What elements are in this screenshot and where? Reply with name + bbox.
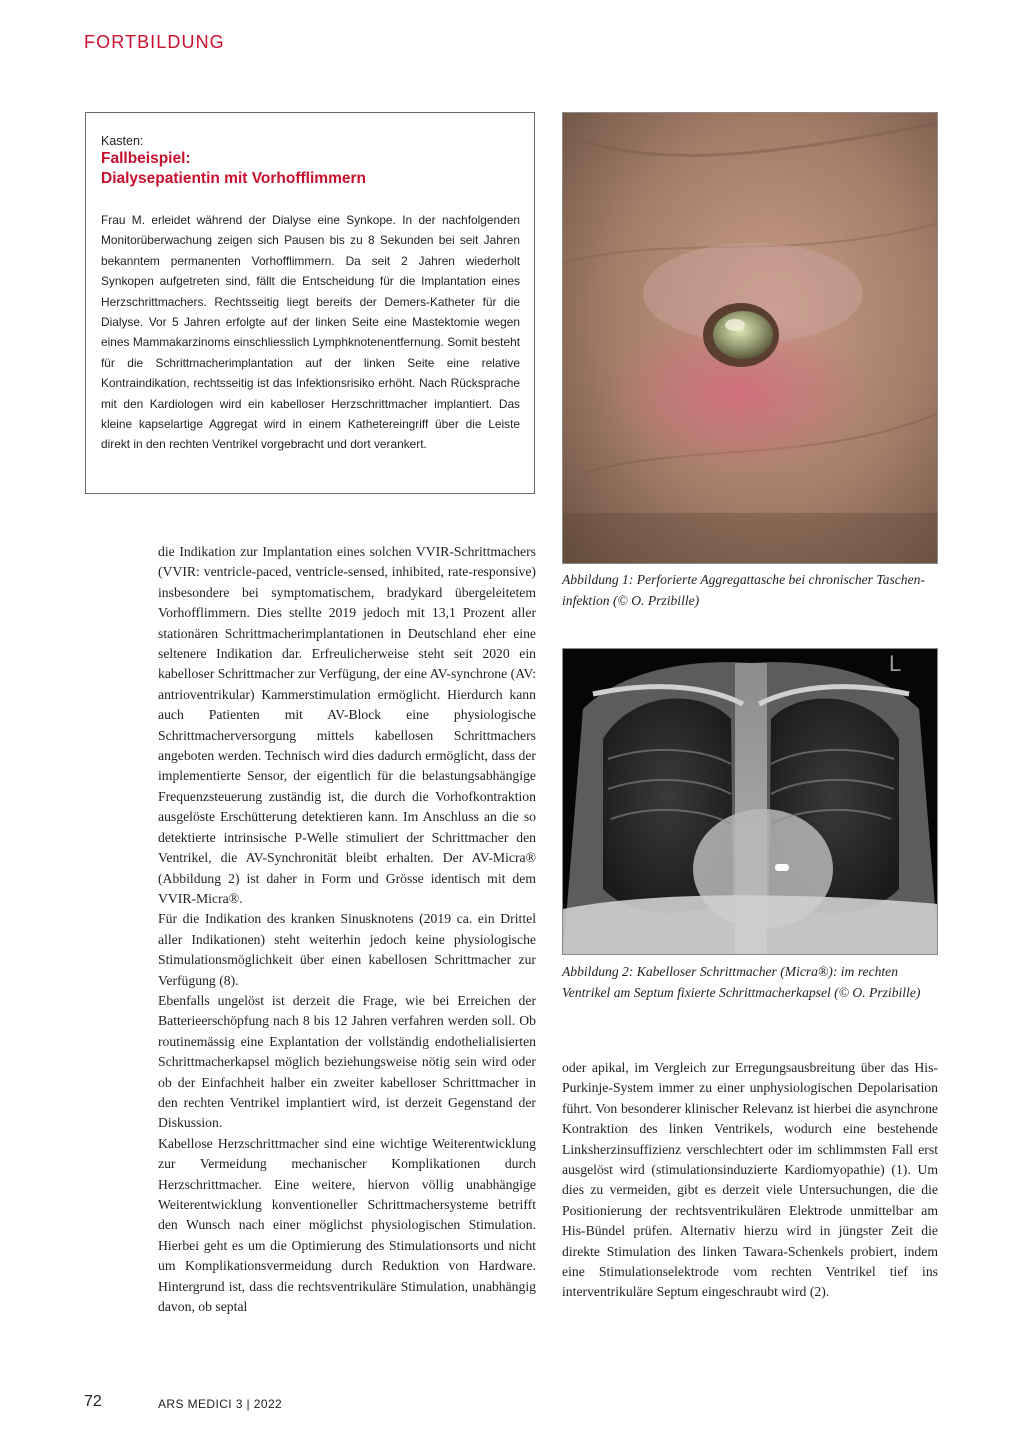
case-box: [85, 112, 535, 494]
journal-name: ARS MEDICI 3 | 2022: [158, 1397, 283, 1411]
body-column-left: [158, 542, 536, 1317]
box-label: Kasten:: [101, 134, 144, 148]
figure-2-caption: Abbildung 2: Kabelloser Schrittmacher (Micra®): im rechten Ventrikel am Septum fixierte Schrittmacherkapsel (© O. Przibille): [562, 964, 921, 1000]
body-paragraph: Für die Indikation des kranken Sinusknotens (2019 ca. ein Drittel aller Indikationen) steht weiterhin jedoch keine physiologische Stimulationsmöglichkeit über einen kabellosen Schrittmacher zur Verfügung (8).: [158, 911, 536, 988]
page-number: 72: [84, 1393, 102, 1410]
xray-side-marker: L: [889, 651, 902, 676]
wound-photo-image: [563, 113, 938, 564]
box-title-line2: Dialysepatientin mit Vorhofflimmern: [101, 170, 366, 187]
figure-2-xray: [562, 648, 938, 955]
body-paragraph: die Indikation zur Implantation eines solchen VVIR-Schrittmachers (VVIR: ventricle-paced, ventricle-sensed, inhibited, rate-responsive) insbesondere bei symptomatischem, bradykard übergeleitetem Vorhofflimmern. Dies stellte 2019 jedoch mit 13,1 Prozent aller stationären Schrittmacherimplantationen in Deutschland eher eine seltenere Indikation dar. Erfreulicherweise steht seit 2020 ein kabelloser Schrittmacher zur Verfügung, der eine AV-synchrone (AV: antrioventrikular) Kammerstimulation ermöglicht. Hierdurch kann auch Patienten mit AV-Block eine physiologische Schrittmacherversorgung mittels kabellosen Schrittmachers angeboten werden. Technisch wird dies dadurch ermöglicht, dass der implementierte Sensor, der eigentlich für die belastungsabhängige Frequenzsteuerung zuständig ist, die durch die Vorhofkontraktion ausgelöste Erschütterung detektieren kann. Im Anschluss an die so detektierte intrinsische P-Welle stimuliert der Schrittmacher den Ventrikel, die AV-Synchronität bleibt erhalten. Der AV-Micra® (Abbildung 2) ist daher in Form und Grösse identisch mit dem VVIR-Micra®.: [158, 544, 536, 906]
body-paragraph: Ebenfalls ungelöst ist derzeit die Frage, wie bei Erreichen der Batterieerschöpfung nach 8 bis 12 Jahren verfahren werden soll. Ob routinemässig eine Explantation der vollständig endothelialisierten Schrittmacherkapsel möglich beziehungsweise nötig sein wird oder ob der Einfachheit halber ein zweiter kabelloser Schrittmacher in den rechten Ventrikel implantiert wird, ist derzeit Gegenstand der Diskussion.: [158, 992, 536, 1131]
figure-1-photo: [562, 112, 938, 564]
box-title: [101, 149, 520, 189]
box-text: Frau M. erleidet während der Dialyse eine Synkope. In der nachfolgenden Monitorüberwachung zeigen sich Pausen bis zu 8 Sekunden bei seit Jahren bekanntem permanenten Vorhofflimmern. Da seit 2 Jahren wiederholt Synkopen aufgetreten sind, fällt die Entscheidung für die Implantation eines Herzschrittmachers. Rechtsseitig liegt bereits der Demers-Katheter für die Dialyse. Vor 5 Jahren erfolgte auf der linken Seite eine Mastektomie wegen eines Mammakarzinoms einschliesslich Lymphknotenentfernung. Somit besteht für die Schrittmacherimplantation auf der linken Seite eine relative Kontraindikation, rechtsseitig ist das Infektionsrisiko erhöht. Nach Rücksprache mit den Kardiologen wird ein kabelloser Herzschrittmacher implantiert. Das kleine kapselartige Aggregat wird in einem Kathetereingriff über die Leiste direkt in den rechten Ventrikel vorgebracht und dort verankert.: [101, 213, 520, 452]
body-paragraph: Kabellose Herzschrittmacher sind eine wichtige Weiterentwicklung zur Vermeidung mechanischer Komplikationen durch Herzschrittmacher. Eine weitere, hiervon völlig unabhängige Weiterentwicklung konventioneller Schrittmachersysteme betrifft den Wunsch nach einer möglichst physiologischen Stimulation. Hierbei geht es um die Optimierung des Stimulationsorts und nicht um Komplikationsvermeidung durch Reduktion von Hardware. Hintergrund ist, dass die rechtsventrikuläre Stimulation, unabhängig davon, ob septal: [158, 1135, 536, 1315]
body-paragraph: oder apikal, im Vergleich zur Erregungsausbreitung über das His-Purkinje-System immer zu einer unphysiologischen Depolarisation führt. Von besonderer klinischer Relevanz ist hierbei die asynchrone Kontraktion des linken Ventrikels, wodurch eine bestehende Linksherzinsuffizienz verschlechtert oder im schlimmsten Fall erst ausgelöst wird (stimulationsinduzierte Kardiomyopathie) (1). Um dies zu vermeiden, gibt es derzeit viele Untersuchungen, die die Positionierung der rechtsventrikulären Elektrode unmittelbar am His-Bündel prüfen. Alternativ hierzu wird in jüngster Zeit die direkte Stimulation des linken Tawara-Schenkels probiert, indem eine Stimulationselektrode vom rechten Ventrikel tief ins interventrikuläre Septum eingeschraubt wird (2).: [562, 1060, 938, 1300]
section-label: FORTBILDUNG: [84, 32, 225, 52]
body-column-right: [562, 1058, 938, 1303]
figure-1-caption: Abbildung 1: Perforierte Aggregattasche bei chronischer Tascheninfektion (© O. Przibille): [562, 572, 925, 608]
chest-xray-image: [563, 649, 938, 955]
box-title-line1: Fallbeispiel:: [101, 150, 191, 167]
